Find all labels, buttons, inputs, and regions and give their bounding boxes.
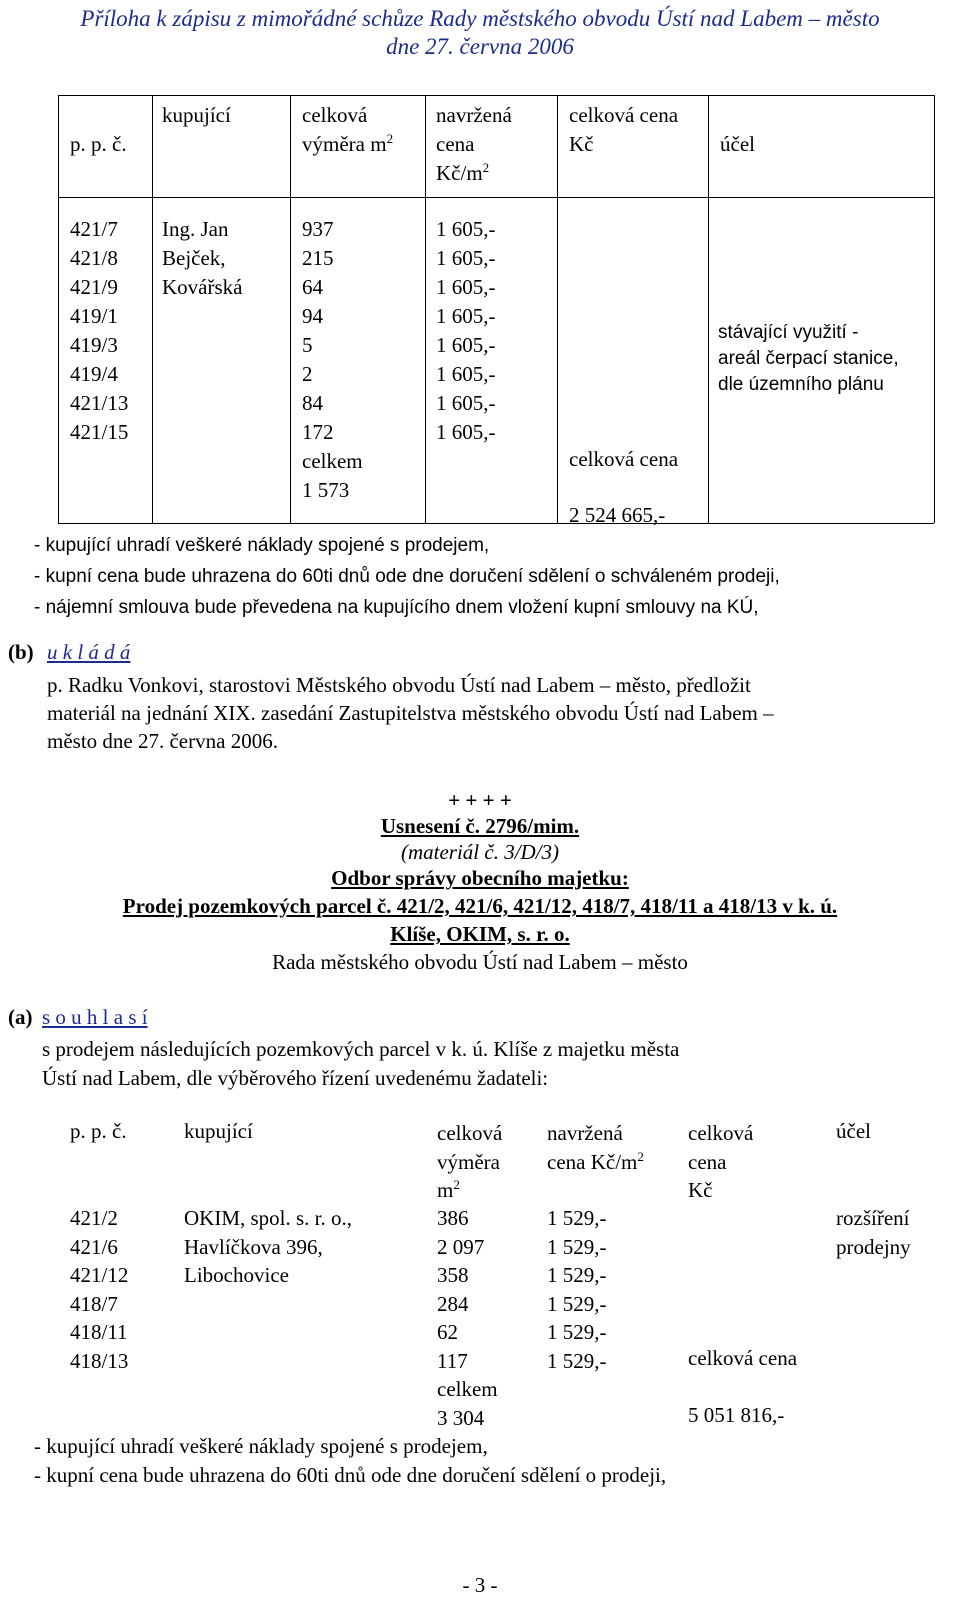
table1-top-border (58, 95, 934, 96)
resolution-subject-line2: Klíše, OKIM, s. r. o. (390, 922, 570, 946)
table2-purpose (836, 1204, 911, 1261)
price-value: 1 605,- (436, 246, 496, 270)
buyer-line: Libochovice (184, 1263, 289, 1287)
resolution-number: Usnesení č. 2796/mim. (380, 814, 580, 838)
table1-header-buyer: kupující (162, 103, 231, 127)
table2-areas (437, 1204, 498, 1432)
price-value: 1 529,- (547, 1263, 607, 1287)
price-value: 1 605,- (436, 304, 496, 328)
section-a-text (42, 1035, 679, 1093)
table1-parcels (70, 215, 128, 447)
table1-header-area-2: výměra $m^2$ (302, 131, 394, 156)
section-a-label: (a) (8, 1005, 33, 1029)
price-value: 1 605,- (436, 333, 496, 357)
table1-header-price-3: $Kč/m^2$ (436, 160, 490, 185)
parcel-number: 421/8 (70, 246, 118, 270)
table1-header-area-1: celková (302, 103, 368, 127)
conditions-list-2 (34, 1432, 666, 1490)
table1-buyer (162, 215, 242, 302)
page-number: - 3 - (462, 1573, 498, 1597)
price-value: 1 605,- (436, 217, 496, 241)
buyer-line: Ing. Jan (162, 217, 229, 241)
price-value: 1 605,- (436, 275, 496, 299)
price-value: 1 605,- (436, 420, 496, 444)
table1-bottom-border (58, 523, 934, 524)
parcel-number: 421/6 (70, 1234, 118, 1259)
table1-areas (302, 215, 363, 505)
table1-col-border (708, 95, 709, 523)
table1-header-ppc: p. p. č. (70, 132, 127, 156)
table1-col-border (58, 95, 59, 523)
table1-header-total-2: Kč (569, 132, 594, 156)
area-value: 215 (302, 246, 334, 270)
section-a-line: Ústí nad Labem, dle výběrového řízení uvedenému žadateli: (42, 1066, 549, 1090)
table2-header-area: celková výměra $m^2$ (437, 1121, 503, 1202)
parcel-number: 421/12 (70, 1263, 129, 1287)
buyer-line: Havlíčkova 396, (184, 1234, 323, 1259)
table1-col-border (934, 95, 935, 523)
area-total-value: 3 304 (437, 1405, 485, 1430)
price-value: 1 529,- (547, 1234, 607, 1259)
document-header-line1: Příloha k zápisu z mimořádné schůze Rady městského obvodu Ústí nad Labem – město (80, 6, 880, 31)
table1-prices (436, 215, 496, 447)
purpose-line: dle územního plánu (718, 374, 884, 395)
area-value: 937 (302, 217, 334, 241)
area-value: 64 (302, 275, 323, 299)
table2-buyer (184, 1204, 352, 1290)
resolution-separator: + + + + (448, 788, 512, 812)
parcel-number: 421/7 (70, 217, 118, 241)
area-total-label: celkem (437, 1377, 498, 1401)
table2-total-value: 5 051 816,- (688, 1403, 785, 1427)
purpose-line: rozšíření (836, 1206, 910, 1230)
price-value: 1 529,- (547, 1291, 607, 1316)
table2-header-price: navržená cena $Kč/m^2$ (547, 1121, 644, 1174)
condition-item: - kupující uhradí veškeré náklady spojené s prodejem, (34, 535, 490, 556)
table1-header-price-2: cena (436, 132, 475, 156)
parcel-number: 421/2 (70, 1206, 118, 1230)
area-value: 172 (302, 420, 334, 444)
table1-col-border (290, 95, 291, 523)
table2-header-total: celková cena Kč (688, 1121, 754, 1202)
price-value: 1 529,- (547, 1348, 607, 1373)
table1-header-total-1: celková cena (569, 103, 679, 127)
section-b-label: (b) (8, 640, 34, 664)
conditions-list-1 (34, 530, 780, 623)
table1-col-border (152, 95, 153, 523)
purpose-line: stávající využití - (718, 322, 859, 343)
table1-col-border (557, 95, 558, 523)
resolution-material: (materiál č. 3/D/3) (400, 840, 560, 864)
condition-item: - kupní cena bude uhrazena do 60ti dnů ode dne doručení sdělení o prodeji, (34, 1463, 667, 1487)
table2-header-ppc: p. p. č. (70, 1119, 127, 1143)
document-header-line2: dne 27. června 2006 (386, 34, 574, 59)
table1-header-purpose: účel (720, 132, 755, 156)
parcel-number: 421/9 (70, 275, 118, 299)
area-value: 2 097 (437, 1234, 485, 1259)
table2-header-buyer: kupující (184, 1119, 253, 1143)
section-b-line: p. Radku Vonkovi, starostovi Městského obvodu Ústí nad Labem – město, předložit (47, 673, 751, 697)
area-value: 386 (437, 1206, 469, 1230)
parcel-number: 419/3 (70, 333, 118, 357)
parcel-number: 421/15 (70, 420, 129, 444)
table2-prices (547, 1204, 607, 1375)
area-value: 94 (302, 304, 323, 328)
section-a-line: s prodejem následujících pozemkových parcel v k. ú. Klíše z majetku města (42, 1037, 680, 1061)
buyer-line: Kovářská (162, 275, 243, 299)
table1-total-label: celková cena (569, 447, 679, 471)
purpose-line: prodejny (836, 1234, 911, 1259)
area-total-label: celkem (302, 449, 363, 473)
table1-header-border (58, 197, 934, 198)
price-value: 1 605,- (436, 362, 496, 386)
parcel-number: 418/11 (70, 1320, 128, 1344)
parcel-number: 418/13 (70, 1348, 129, 1373)
condition-item: - kupující uhradí veškeré náklady spojené s prodejem, (34, 1434, 488, 1458)
condition-item: - kupní cena bude uhrazena do 60ti dnů ode dne doručení sdělení o schváleném prodeji, (34, 566, 780, 587)
table2-parcels (70, 1204, 128, 1375)
table1-col-border (425, 95, 426, 523)
buyer-line: OKIM, spol. s. r. o., (184, 1206, 353, 1230)
resolution-department: Odbor správy obecního majetku: (331, 866, 629, 890)
area-value: 284 (437, 1291, 469, 1316)
area-value: 5 (302, 333, 313, 357)
section-a-verb: s o u h l a s í (42, 1005, 148, 1029)
buyer-line: Bejček, (162, 246, 226, 270)
condition-item: - nájemní smlouva bude převedena na kupujícího dnem vložení kupní smlouvy na KÚ, (34, 597, 759, 618)
price-value: 1 529,- (547, 1206, 607, 1230)
table1-header-price-1: navržená (436, 103, 512, 127)
area-value: 2 (302, 362, 313, 386)
section-b-verb: u k l á d á (47, 640, 131, 664)
area-value: 358 (437, 1263, 469, 1287)
section-b-line: materiál na jednání XIX. zasedání Zastupitelstva městského obvodu Ústí nad Labem – (47, 701, 774, 725)
area-value: 84 (302, 391, 323, 415)
parcel-number: 418/7 (70, 1291, 118, 1316)
table1-purpose (718, 320, 899, 398)
table2-total-label: celková cena (688, 1346, 798, 1370)
parcel-number: 419/1 (70, 304, 118, 328)
area-value: 117 (437, 1348, 468, 1373)
area-value: 62 (437, 1320, 458, 1344)
resolution-subject-line1: Prodej pozemkových parcel č. 421/2, 421/6, 421/12, 418/7, 418/11 a 418/13 v k. ú. (122, 894, 838, 918)
section-b-line: město dne 27. června 2006. (47, 729, 278, 753)
purpose-line: areál čerpací stanice, (718, 348, 899, 369)
price-value: 1 605,- (436, 391, 496, 415)
parcel-number: 421/13 (70, 391, 129, 415)
table2-header-purpose: účel (836, 1119, 871, 1143)
area-total-value: 1 573 (302, 478, 350, 502)
price-value: 1 529,- (547, 1320, 607, 1344)
section-b-text (47, 671, 774, 755)
resolution-body: Rada městského obvodu Ústí nad Labem – město (272, 950, 688, 974)
parcel-number: 419/4 (70, 362, 118, 386)
table1-total-value: 2 524 665,- (569, 503, 666, 527)
